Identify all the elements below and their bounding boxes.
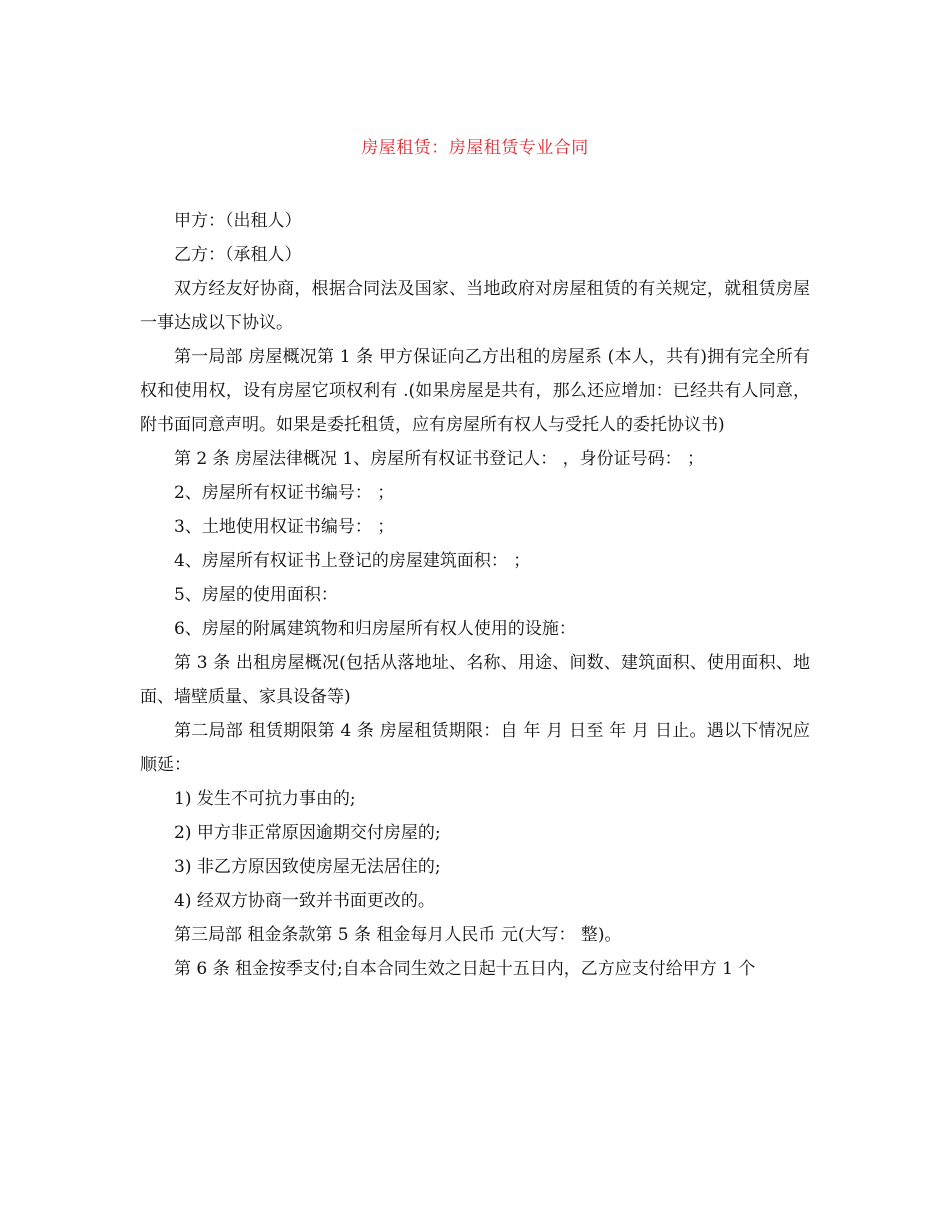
paragraph-preamble: 双方经友好协商，根据合同法及国家、当地政府对房屋租赁的有关规定，就租赁房屋一事达成以下协议。 xyxy=(140,279,810,333)
document-body xyxy=(140,204,810,986)
paragraph-extension-1: 1) 发生不可抗力事由的; xyxy=(174,789,356,809)
paragraph-article-1: 第一局部 房屋概况第 1 条 甲方保证向乙方出租的房屋系 (本人，共有)拥有完全所有权和使用权，设有房屋它项权利有 .(如果房屋是共有，那么还应增加：已经共有人同意，附书面同意声明。如果是委托租赁，应有房屋所有权人与受托人的委托协议书) xyxy=(140,347,810,435)
paragraph-article-2-item-2: 2、房屋所有权证书编号： ； xyxy=(174,483,395,503)
paragraph-article-4: 第二局部 租赁期限第 4 条 房屋租赁期限：自 年 月 日至 年 月 日止。遇以下情况应顺延： xyxy=(140,721,810,775)
paragraph-party-a: 甲方：（出租人） xyxy=(174,211,302,231)
paragraph-article-6: 第 6 条 租金按季支付;自本合同生效之日起十五日内，乙方应支付给甲方 1 个 xyxy=(174,959,756,979)
paragraph-article-3: 第 3 条 出租房屋概况(包括从落地址、名称、用途、间数、建筑面积、使用面积、地面、墙壁质量、家具设备等) xyxy=(140,653,810,707)
paragraph-article-2-item-3: 3、土地使用权证书编号： ； xyxy=(174,517,395,537)
paragraph-extension-2: 2) 甲方非正常原因逾期交付房屋的; xyxy=(174,823,441,843)
document-title: 房屋租赁：房屋租赁专业合同 xyxy=(361,138,589,158)
paragraph-extension-4: 4) 经双方协商一致并书面更改的。 xyxy=(174,891,435,911)
paragraph-article-2-item-6: 6、房屋的附属建筑物和归房屋所有权人使用的设施： xyxy=(174,619,576,639)
paragraph-article-2-item-5: 5、房屋的使用面积： xyxy=(174,585,338,605)
paragraph-article-2-item-4: 4、房屋所有权证书上登记的房屋建筑面积： ； xyxy=(174,551,531,571)
paragraph-article-2: 第 2 条 房屋法律概况 1、房屋所有权证书登记人： ，身份证号码： ； xyxy=(174,449,705,469)
paragraph-extension-3: 3) 非乙方原因致使房屋无法居住的; xyxy=(174,857,441,877)
paragraph-party-b: 乙方：（承租人） xyxy=(174,245,302,265)
paragraph-article-5: 第三局部 租金条款第 5 条 租金每月人民币 元(大写： 整)。 xyxy=(174,925,622,945)
